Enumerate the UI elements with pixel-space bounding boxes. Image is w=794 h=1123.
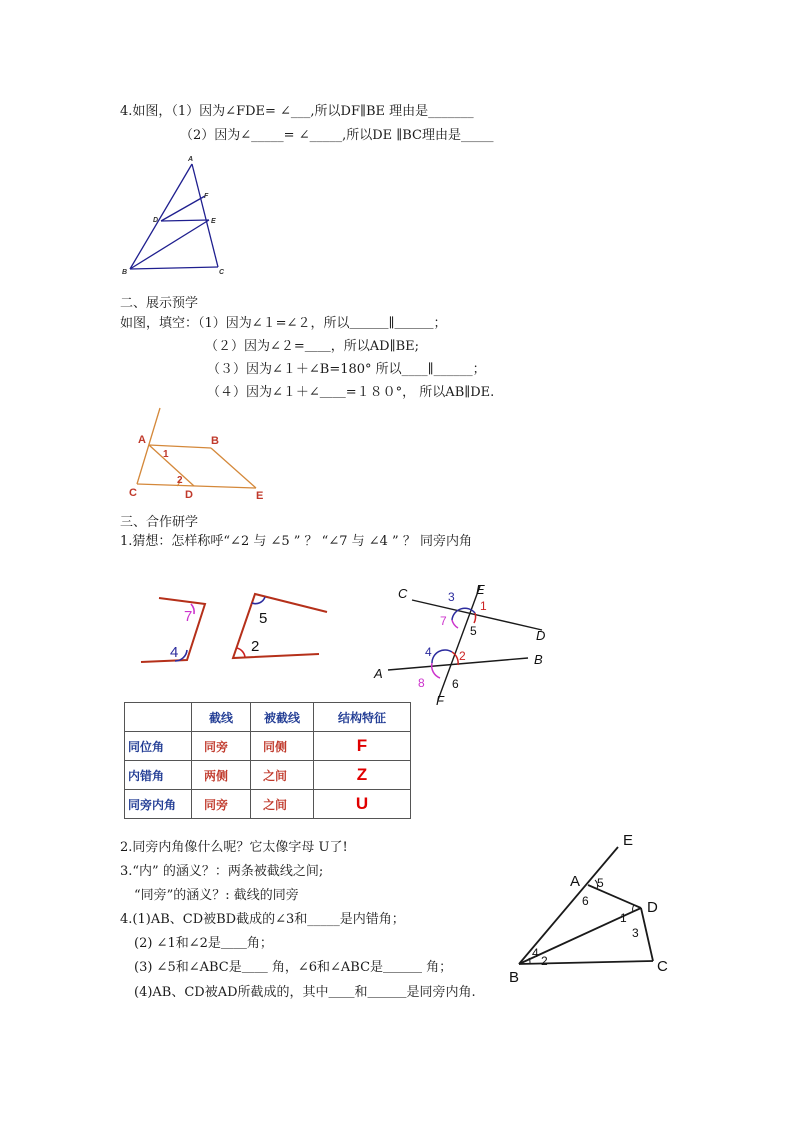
fig4-label-1: 1 [480, 599, 487, 613]
fig4-label-8: 8 [418, 676, 425, 690]
row-feature: F [314, 732, 411, 761]
fig5-label-4: 4 [532, 946, 539, 960]
fig4-label-a: A [374, 666, 383, 681]
fig4-label-3: 3 [448, 590, 455, 604]
fig4-label-4: 4 [425, 645, 432, 659]
row-name: 同位角 [125, 732, 192, 761]
fig1-label-d: D [153, 217, 159, 224]
table-header-cell: 结构特征 [314, 703, 411, 732]
fig1-label-b: B [122, 269, 128, 276]
table-header-row [125, 703, 411, 732]
fig1-label-f: F [204, 193, 209, 200]
fig4-label-e: E [476, 582, 485, 597]
table-row [125, 761, 411, 790]
row-cut: 同旁 [192, 790, 251, 819]
fig3-label-4: 4 [170, 644, 179, 661]
fig4-label-f: F [436, 693, 444, 708]
fig5-label-2: 2 [541, 954, 548, 968]
quadrilateral-figure-5 [505, 830, 685, 990]
fig3-label-7: 7 [184, 608, 193, 625]
table-row [125, 790, 411, 819]
fig5-label-d: D [647, 899, 658, 916]
q4-line-2: （2）因为∠_____= ∠_____,所以DE ∥BC理由是_____ [180, 128, 494, 143]
table-header-cell [125, 703, 192, 732]
fig5-label-a: A [570, 873, 581, 890]
question-2: 2.同旁内角像什么呢？它太像字母 U了! [120, 840, 348, 855]
trapezoid-figure-2 [125, 408, 275, 503]
fig5-label-c: C [657, 958, 668, 975]
angle-type-table [124, 702, 411, 819]
fig2-label-e: E [256, 490, 264, 502]
fig2-label-b: B [211, 435, 219, 447]
fig3-label-5: 5 [259, 610, 268, 627]
fig2-label-c: C [129, 487, 137, 499]
question-4d: (4)AB、CD被AD所截成的，其中＿＿和＿＿＿是同旁内角. [134, 985, 476, 1000]
section-3-heading: 三、合作研学 [120, 515, 199, 530]
row-cut-by: 之间 [251, 790, 314, 819]
question-3a: 3.“内” 的涵义？：两条被截线之间; [120, 864, 324, 879]
fig1-label-a: A [188, 156, 194, 163]
fig1-label-e: E [211, 218, 216, 225]
row-name: 同旁内角 [125, 790, 192, 819]
fig1-label-c: C [219, 269, 225, 276]
fig4-label-5: 5 [470, 624, 477, 638]
row-feature: U [314, 790, 411, 819]
fig5-label-e: E [623, 832, 634, 849]
section-2-line-4: （４）因为∠１＋∠＿＿=１８０°， 所以AB∥DE. [207, 385, 495, 400]
row-name: 内错角 [125, 761, 192, 790]
row-cut: 两侧 [192, 761, 251, 790]
fig2-label-2: 2 [177, 475, 183, 486]
fig5-label-b: B [509, 969, 520, 986]
question-4a: 4.(1)AB、CD被BD截成的∠3和_____是内错角； [120, 912, 405, 927]
question-4b: (2) ∠1和∠2是＿＿角； [134, 936, 273, 951]
row-feature: Z [314, 761, 411, 790]
fig2-label-a: A [138, 434, 146, 446]
table-header-cell: 截线 [192, 703, 251, 732]
fig4-label-6: 6 [452, 677, 459, 691]
transversal-figure-4 [370, 578, 560, 713]
question-4c: (3) ∠5和∠ABC是＿＿ 角，∠6和∠ABC是＿＿＿ 角； [134, 960, 453, 975]
row-cut: 同旁 [192, 732, 251, 761]
fig5-label-6: 6 [582, 894, 589, 908]
fig5-label-1: 1 [620, 911, 627, 925]
fig5-label-5: 5 [597, 876, 604, 890]
table-row [125, 732, 411, 761]
section-3-guess: 1.猜想：怎样称呼“∠2 与 ∠5 ” ？ “∠7 与 ∠4 ” ？ 同旁内角 [120, 534, 472, 549]
q4-line-1: 4.如图，（1）因为∠FDE= ∠___,所以DF∥BE 理由是_______ [120, 104, 474, 119]
fig4-label-d: D [536, 628, 546, 643]
triangle-figure-1 [120, 155, 230, 280]
section-2-line-1: 如图，填空：（1）因为∠１=∠２，所以＿＿＿∥＿＿＿； [120, 316, 447, 331]
table-header-cell: 被截线 [251, 703, 314, 732]
fig4-label-7: 7 [440, 614, 447, 628]
fig4-label-2: 2 [459, 649, 466, 663]
question-3b: “同旁”的涵义？: 截线的同旁 [134, 888, 299, 903]
section-2-heading: 二、展示预学 [120, 296, 199, 311]
row-cut-by: 同侧 [251, 732, 314, 761]
fig5-label-3: 3 [632, 926, 639, 940]
fig4-label-c: C [398, 586, 408, 601]
fig4-label-b: B [534, 652, 543, 667]
fig2-label-d: D [185, 489, 193, 501]
row-cut-by: 之间 [251, 761, 314, 790]
fig2-label-1: 1 [163, 449, 169, 460]
fig3-label-2: 2 [251, 638, 260, 655]
angle-pairs-figure-3 [135, 590, 335, 670]
section-2-line-2: （２）因为∠２=＿＿，所以AD∥BE; [205, 339, 420, 354]
section-2-line-3: （３）因为∠１＋∠B=180° 所以____∥______； [207, 362, 486, 377]
